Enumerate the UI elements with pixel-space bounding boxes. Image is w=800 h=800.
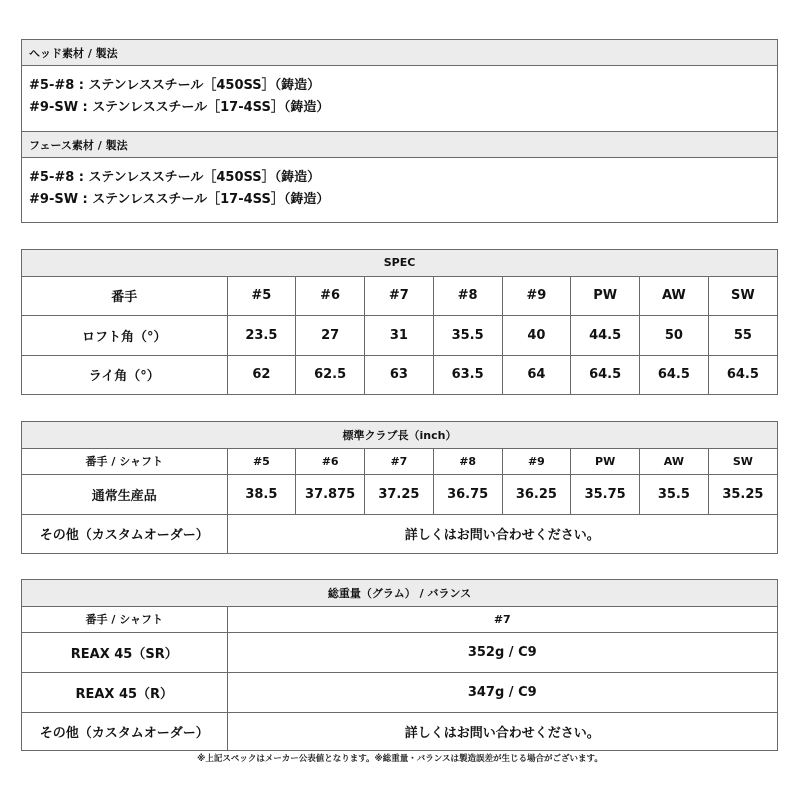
spec-lie-value: 64.5	[571, 355, 640, 394]
club-length-value: 37.25	[365, 474, 434, 514]
club-length-club: #7	[365, 448, 434, 474]
spec-table	[22, 250, 777, 394]
club-length-custom-label: その他（カスタムオーダー）	[22, 514, 227, 553]
weight-row	[22, 632, 777, 672]
club-length-custom-text: 詳しくはお問い合わせください。	[227, 514, 777, 553]
spec-club: SW	[708, 276, 777, 315]
weight-row	[22, 672, 777, 712]
spec-lie-row	[22, 355, 777, 394]
spec-lie-label: ライ角（°）	[22, 355, 227, 394]
spec-loft-value: 50	[640, 315, 709, 355]
weight-row-label: REAX 45（SR）	[22, 632, 227, 672]
club-length-club: #6	[296, 448, 365, 474]
head-material-line-1: #5-#8 : ステンレススチール［450SS］（鋳造）	[29, 78, 321, 93]
spec-club: #6	[296, 276, 365, 315]
spec-lie-value: 64.5	[708, 355, 777, 394]
spec-loft-label: ロフト角（°）	[22, 315, 227, 355]
weight-row-value: 352g / C9	[227, 632, 777, 672]
spec-loft-value: 55	[708, 315, 777, 355]
spec-loft-value: 27	[296, 315, 365, 355]
club-length-value: 38.5	[227, 474, 296, 514]
spec-loft-value: 44.5	[571, 315, 640, 355]
spec-header-row	[22, 276, 777, 315]
club-length-club: #9	[502, 448, 571, 474]
head-material-section	[21, 39, 778, 132]
spec-title: SPEC	[22, 250, 777, 276]
weight-header-row	[22, 606, 777, 632]
face-material-section	[21, 131, 778, 223]
weight-header-label: 番手 / シャフト	[22, 606, 227, 632]
spec-club: AW	[640, 276, 709, 315]
weight-section	[21, 579, 778, 751]
spec-loft-value: 35.5	[433, 315, 502, 355]
weight-row	[22, 712, 777, 750]
face-material-line-1: #5-#8 : ステンレススチール［450SS］（鋳造）	[29, 170, 321, 185]
weight-club: #7	[227, 606, 777, 632]
spec-lie-value: 63	[365, 355, 434, 394]
spec-club: PW	[571, 276, 640, 315]
face-material-title: フェース素材 / 製法	[22, 131, 777, 158]
spec-lie-value: 63.5	[433, 355, 502, 394]
head-material-title: ヘッド素材 / 製法	[22, 40, 777, 66]
spec-lie-value: 62	[227, 355, 296, 394]
club-length-club: AW	[640, 448, 709, 474]
club-length-value: 36.75	[433, 474, 502, 514]
spec-lie-value: 62.5	[296, 355, 365, 394]
spec-club: #9	[502, 276, 571, 315]
club-length-custom-row	[22, 514, 777, 553]
face-material-body	[22, 158, 777, 220]
spec-club: #7	[365, 276, 434, 315]
club-length-value: 35.5	[640, 474, 709, 514]
club-length-club: #8	[433, 448, 502, 474]
club-length-section	[21, 421, 778, 554]
spec-loft-row	[22, 315, 777, 355]
spec-loft-value: 40	[502, 315, 571, 355]
head-material-line-2: #9-SW : ステンレススチール［17-4SS］（鋳造）	[29, 100, 330, 115]
club-length-value: 37.875	[296, 474, 365, 514]
club-length-club: SW	[708, 448, 777, 474]
spec-section	[21, 249, 778, 395]
club-length-header-label: 番手 / シャフト	[22, 448, 227, 474]
club-length-club: PW	[571, 448, 640, 474]
spec-loft-value: 31	[365, 315, 434, 355]
weight-row-label: REAX 45（R）	[22, 672, 227, 712]
weight-table	[22, 580, 777, 750]
spec-loft-value: 23.5	[227, 315, 296, 355]
club-length-value: 35.75	[571, 474, 640, 514]
club-length-standard-label: 通常生産品	[22, 474, 227, 514]
face-material-line-2: #9-SW : ステンレススチール［17-4SS］（鋳造）	[29, 192, 330, 207]
weight-row-value: 347g / C9	[227, 672, 777, 712]
spec-lie-value: 64	[502, 355, 571, 394]
club-length-table	[22, 422, 777, 553]
club-length-standard-row	[22, 474, 777, 514]
head-material-body	[22, 66, 777, 128]
club-length-title: 標準クラブ長（inch）	[22, 422, 777, 448]
club-length-header-row	[22, 448, 777, 474]
footnote: ※上記スペックはメーカー公表値となります。※総重量・バランスは製造誤差が生じる場合がございます。	[197, 754, 603, 764]
weight-title: 総重量（グラム） / バランス	[22, 580, 777, 606]
spec-club: #8	[433, 276, 502, 315]
club-length-club: #5	[227, 448, 296, 474]
spec-lie-value: 64.5	[640, 355, 709, 394]
weight-row-value: 詳しくはお問い合わせください。	[227, 712, 777, 750]
weight-row-label: その他（カスタムオーダー）	[22, 712, 227, 750]
club-length-value: 36.25	[502, 474, 571, 514]
spec-club: #5	[227, 276, 296, 315]
club-length-value: 35.25	[708, 474, 777, 514]
spec-header-label: 番手	[22, 276, 227, 315]
